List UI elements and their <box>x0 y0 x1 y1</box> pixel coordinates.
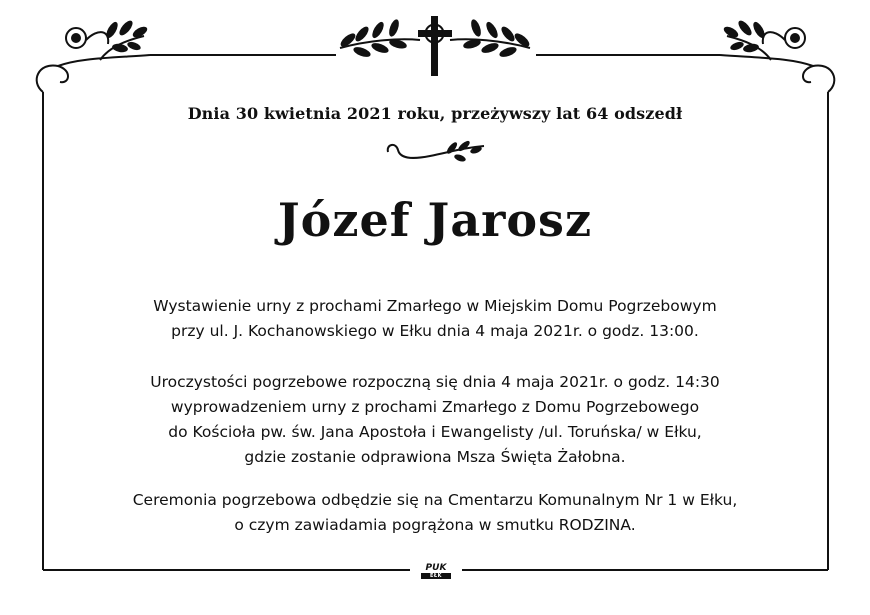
floral-corner-left-icon <box>37 19 150 92</box>
paragraph-burial <box>60 488 810 538</box>
text-line: o czym zawiadamia pogrążona w smutku RODZINA. <box>234 516 636 534</box>
floral-divider-icon <box>388 139 484 163</box>
text-line: Uroczystości pogrzebowe rozpoczną się dnia 4 maja 2021r. o godz. 14:30 <box>150 373 720 391</box>
logo-sub-text: EŁK <box>421 573 451 579</box>
paragraph-urn-display <box>60 294 810 344</box>
text-line: gdzie zostanie odprawiona Msza Święta Żałobna. <box>244 448 626 466</box>
text-line: wyprowadzeniem urny z prochami Zmarłego z Domu Pogrzebowego <box>170 398 700 416</box>
puk-logo <box>421 563 451 579</box>
deceased-name: Józef Jarosz <box>277 193 593 247</box>
logo-main-text: PUK <box>425 563 447 573</box>
text-line: do Kościoła pw. św. Jana Apostoła i Ewangelisty /ul. Toruńska/ w Ełku, <box>168 423 702 441</box>
cross-with-laurel-icon <box>339 16 532 76</box>
text-line: przy ul. J. Kochanowskiego w Ełku dnia 4 maja 2021r. o godz. 13:00. <box>171 322 699 340</box>
text-line: Wystawienie urny z prochami Zmarłego w Miejskim Domu Pogrzebowym <box>153 297 717 315</box>
floral-corner-right-icon <box>720 19 834 92</box>
paragraph-ceremony <box>60 370 810 470</box>
text-line: Ceremonia pogrzebowa odbędzie się na Cmentarzu Komunalnym Nr 1 w Ełku, <box>132 491 738 509</box>
notice-headline: Dnia 30 kwietnia 2021 roku, przeżywszy lat 64 odszedł <box>187 104 683 123</box>
